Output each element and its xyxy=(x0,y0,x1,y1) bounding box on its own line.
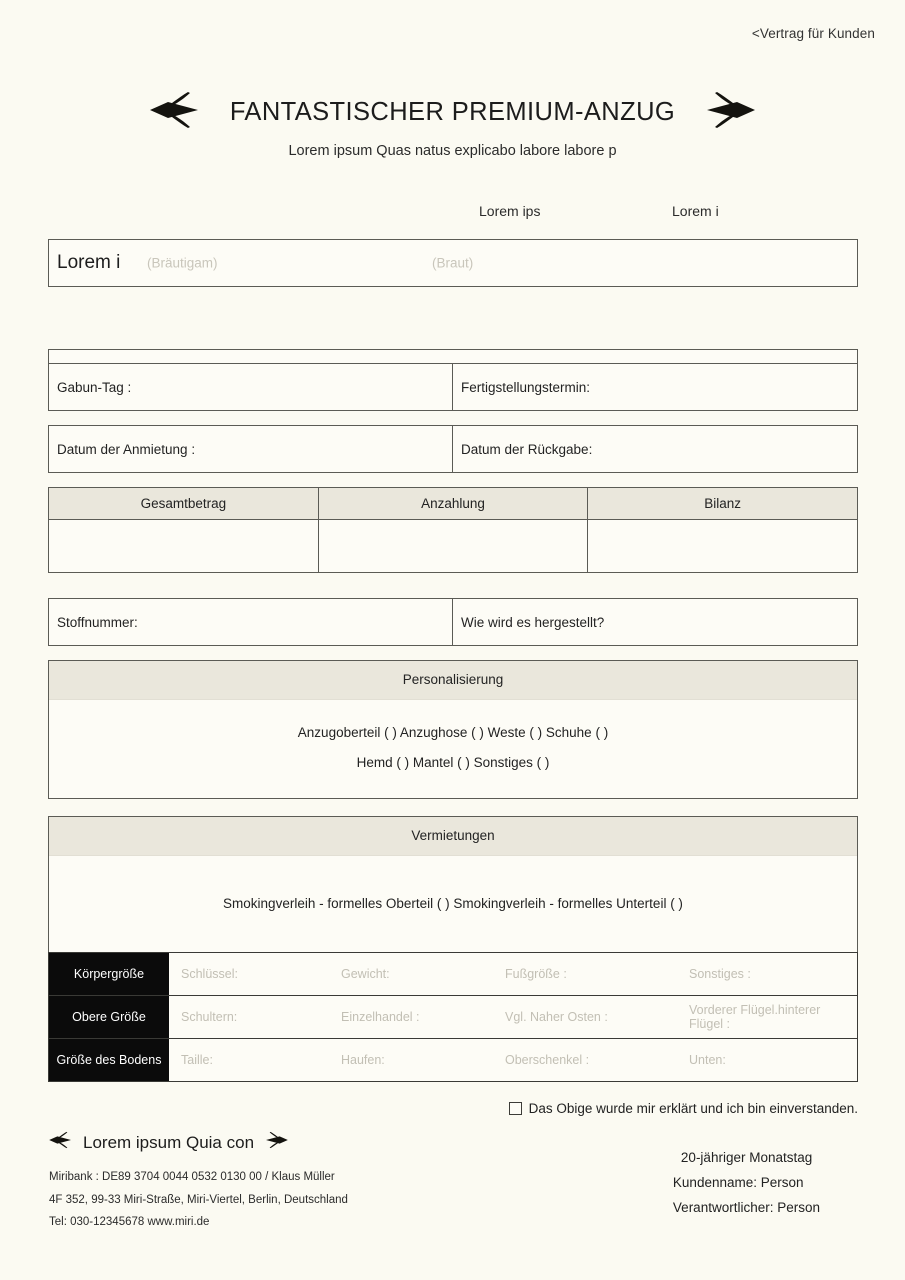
table-row[interactable] xyxy=(49,995,857,1038)
customer-name-line: Kundenname: Person xyxy=(672,1175,804,1190)
measurement-row-cells[interactable] xyxy=(169,953,857,995)
bank-line-2: 4F 352, 99-33 Miri-Straße, Miri-Viertel, Berlin, Deutschland xyxy=(49,1193,348,1206)
rentals-panel xyxy=(48,816,858,954)
company-name: Lorem ipsum Quia con xyxy=(83,1132,255,1152)
payment-header-deposit: Anzahlung xyxy=(318,488,588,519)
responsible-person-line: Verantwortlicher: Person xyxy=(672,1200,820,1215)
payment-table-row[interactable] xyxy=(49,520,857,572)
name-field-row[interactable] xyxy=(48,239,858,287)
consent-checkbox[interactable] xyxy=(509,1102,522,1115)
signature-date: 20-jähriger Monatstag xyxy=(680,1150,813,1165)
rentals-title: Vermietungen xyxy=(49,817,857,856)
manufacture-method-field[interactable] xyxy=(453,599,857,645)
measurement-cell-3[interactable]: Fußgröße : xyxy=(505,967,567,981)
payment-table-header xyxy=(49,488,857,520)
name-bride-placeholder: (Braut) xyxy=(432,255,474,271)
fabric-number-label: Stoffnummer: xyxy=(57,614,138,630)
table-row[interactable] xyxy=(49,1038,857,1081)
personalization-line-1[interactable]: Anzugoberteil ( ) Anzughose ( ) Weste ( ) Schuhe ( ) xyxy=(297,725,609,740)
signature-block xyxy=(673,1145,820,1220)
fabric-number-field[interactable] xyxy=(49,599,453,645)
personalization-title: Personalisierung xyxy=(49,661,857,700)
rental-start-field[interactable] xyxy=(49,426,453,472)
flourish-left-small-icon xyxy=(263,1130,289,1155)
measurements-table xyxy=(48,952,858,1082)
gabun-day-field[interactable] xyxy=(49,364,453,410)
document-kind-label: <Vertrag für Kunden xyxy=(751,26,875,41)
measurement-row-label: Größe des Bodens xyxy=(49,1039,169,1081)
rental-start-label: Datum der Anmietung : xyxy=(57,441,196,457)
payment-value-balance[interactable] xyxy=(587,520,857,572)
table-row[interactable] xyxy=(49,953,857,995)
column-captions xyxy=(48,203,858,223)
personalization-options[interactable] xyxy=(49,700,857,798)
rental-date-row[interactable] xyxy=(48,425,858,473)
rentals-line-1[interactable]: Smokingverleih - formelles Oberteil ( ) Smokingverleih - formelles Unterteil ( ) xyxy=(223,896,683,911)
rental-return-label: Datum der Rückgabe: xyxy=(461,441,593,457)
measurement-cell-3[interactable]: Vgl. Naher Osten : xyxy=(505,1010,608,1024)
bank-line-1: Miribank : DE89 3704 0044 0532 0130 00 / Klaus Müller xyxy=(49,1171,335,1183)
consent-row[interactable] xyxy=(509,1101,858,1116)
flourish-left-icon xyxy=(701,88,757,137)
bank-info-block xyxy=(49,1166,469,1234)
completion-date-field[interactable] xyxy=(453,364,857,410)
measurement-cell-4[interactable]: Vorderer Flügel.hinterer Flügel : xyxy=(689,1003,821,1031)
bank-line-3: Tel: 030-12345678 www.miri.de xyxy=(49,1216,210,1228)
measurement-cell-4[interactable]: Sonstiges : xyxy=(689,967,751,981)
measurement-cell-2[interactable]: Gewicht: xyxy=(341,967,390,981)
personalization-panel xyxy=(48,660,858,799)
measurement-cell-1[interactable]: Schlüssel: xyxy=(181,967,238,981)
column-caption-b: Lorem i xyxy=(672,203,719,219)
completion-date-label: Fertigstellungstermin: xyxy=(461,379,591,395)
payment-header-balance: Bilanz xyxy=(587,488,857,519)
fabric-row[interactable] xyxy=(48,598,858,646)
event-date-row[interactable] xyxy=(48,363,858,411)
flourish-right-small-icon xyxy=(48,1130,74,1155)
measurement-row-label: Körpergröße xyxy=(49,953,169,995)
page-subtitle: Lorem ipsum Quas natus explicabo labore labore p xyxy=(288,143,617,159)
payment-value-total[interactable] xyxy=(49,520,318,572)
page-title: FANTASTISCHER PREMIUM-ANZUG xyxy=(229,98,676,126)
gabun-day-label: Gabun-Tag : xyxy=(57,379,132,395)
consent-label: Das Obige wurde mir erklärt und ich bin einverstanden. xyxy=(528,1101,858,1116)
payment-table xyxy=(48,487,858,573)
measurement-row-label: Obere Größe xyxy=(49,996,169,1038)
measurement-cell-1[interactable]: Schultern: xyxy=(181,1010,238,1024)
name-groom-placeholder: (Bräutigam) xyxy=(147,255,218,271)
flourish-right-icon xyxy=(148,88,204,137)
measurement-cell-3[interactable]: Oberschenkel : xyxy=(505,1053,590,1067)
measurement-row-cells[interactable] xyxy=(169,996,857,1038)
rental-return-field[interactable] xyxy=(453,426,857,472)
title-row xyxy=(0,88,905,137)
payment-value-deposit[interactable] xyxy=(318,520,588,572)
measurement-cell-2[interactable]: Einzelhandel : xyxy=(341,1010,420,1024)
column-caption-a: Lorem ips xyxy=(479,203,541,219)
measurement-cell-4[interactable]: Unten: xyxy=(689,1053,726,1067)
name-row-label: Lorem i xyxy=(57,252,121,273)
personalization-line-2[interactable]: Hemd ( ) Mantel ( ) Sonstiges ( ) xyxy=(356,755,550,770)
measurement-cell-1[interactable]: Taille: xyxy=(181,1053,213,1067)
payment-header-total: Gesamtbetrag xyxy=(140,496,227,511)
manufacture-method-label: Wie wird es hergestellt? xyxy=(461,614,605,630)
rentals-options[interactable] xyxy=(49,856,857,953)
measurement-row-cells[interactable] xyxy=(169,1039,857,1081)
measurement-cell-2[interactable]: Haufen: xyxy=(341,1053,385,1067)
company-block xyxy=(48,1130,289,1155)
